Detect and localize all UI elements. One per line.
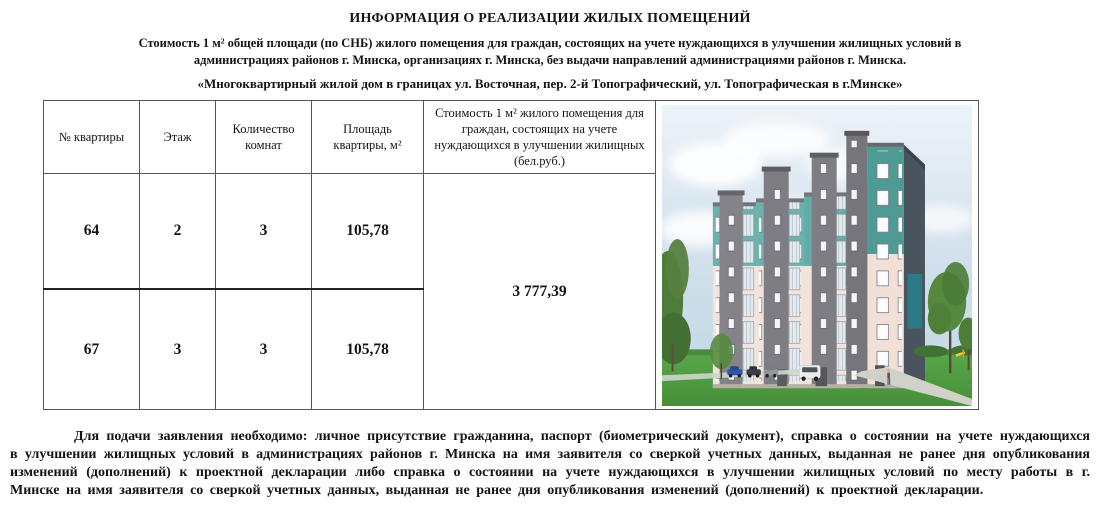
building-name: «Многоквартирный жилой дом в границах ул. Восточная, пер. 2-й Топографический, ул. Топографическая в г.Минске» [197, 76, 903, 91]
subtitle-line-2: администрациях районов г. Минска, организациях г. Минска, без выдачи направлений администрациями районов г. Минска. [193, 53, 907, 67]
document-header [0, 0, 1100, 92]
header-area: Площадь квартиры, м² [312, 101, 424, 174]
building-image [662, 105, 972, 406]
subtitle-line-1: Стоимость 1 м² общей площади (по СНБ) жилого помещения для граждан, состоящих на учете нуждающихся в улучшении жилищных условий в [138, 36, 962, 50]
table-header-row [44, 101, 979, 174]
rooms-cell: 3 [216, 174, 312, 290]
header-price: Стоимость 1 м² жилого помещения для граждан, состоящих на учете нуждающихся в улучшении жилищных (бел.руб.) [424, 101, 656, 174]
floor-cell: 3 [140, 289, 216, 410]
rooms-cell: 3 [216, 289, 312, 410]
page-title: ИНФОРМАЦИЯ О РЕАЛИЗАЦИИ ЖИЛЫХ ПОМЕЩЕНИЙ [349, 11, 751, 26]
header-rooms: Количество комнат [216, 101, 312, 174]
area-cell: 105,78 [312, 174, 424, 290]
building-image-cell [656, 101, 979, 410]
header-floor: Этаж [140, 101, 216, 174]
apartment-number-cell: 67 [44, 289, 140, 410]
floor-cell: 2 [140, 174, 216, 290]
area-cell: 105,78 [312, 289, 424, 410]
subtitle [0, 35, 1100, 69]
header-apartment-number: № квартиры [44, 101, 140, 174]
apartment-number-cell: 64 [44, 174, 140, 290]
price-cell: 3 777,39 [424, 174, 656, 410]
application-requirements-paragraph: Для подачи заявления необходимо: личное присутствие гражданина, паспорт (биометрический документ), справка о состоянии на учете нуждающихся в улучшении жилищных условий в администрациях районов г. Минска на имя заявителя со сверкой учетных данных, выданная не ранее дня опубликования изменений (дополнений) к проектной декларации либо справка о состоянии на учете нуждающихся в улучшении жилищных условий по месту работы в г. Минске на имя заявителя со сверкой учетных данных, выданная не ранее дня опубликования изменений (дополнений) к проектной декларации. [10, 429, 1090, 498]
apartments-table [43, 100, 979, 410]
building-render-graphic [662, 105, 972, 406]
